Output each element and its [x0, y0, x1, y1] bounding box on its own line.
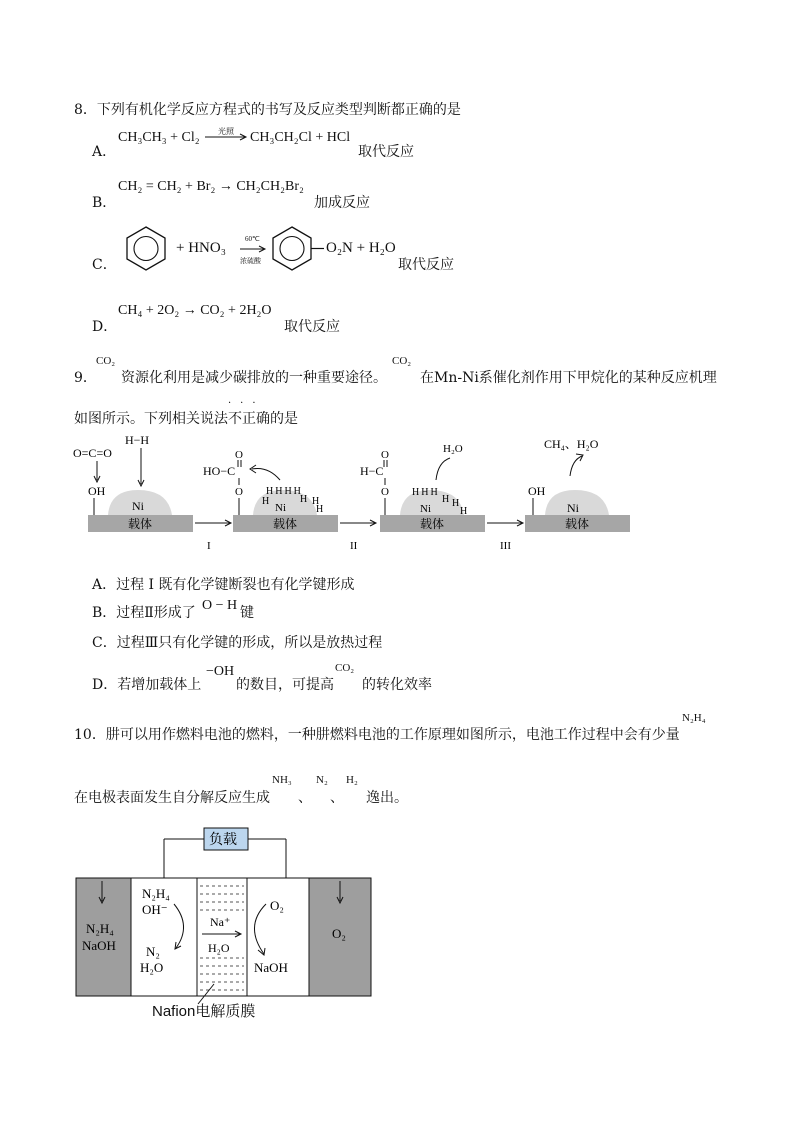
benzene-ring-icon — [124, 224, 168, 272]
svg-text:HHH: HHH — [412, 487, 440, 498]
q8-option-a-arrow — [205, 131, 249, 143]
q8-option-a-letter: A． — [92, 144, 117, 160]
step-label-2: II — [350, 540, 358, 552]
q8-option-b-type: 加成反应 — [314, 195, 370, 211]
membrane-caption: Nafion电解质膜 — [152, 1003, 256, 1020]
q10-n2: N₂ — [316, 774, 328, 786]
q8-option-d-equation: CH₄ + 2O₂ → CO₂ + 2H₂O — [118, 303, 272, 318]
q8-option-a-condition: 光照 — [218, 127, 234, 136]
step-label-1: I — [207, 540, 211, 552]
svg-text:Ni: Ni — [420, 503, 431, 515]
svg-text:N₂H₄: N₂H₄ — [142, 886, 170, 901]
q10-fuel-cell-diagram — [74, 826, 386, 1026]
q10-stem-b: 在电极表面发生自分解反应生成 — [74, 790, 270, 806]
q8-option-c-condition-bottom: 浓硫酸 — [240, 257, 261, 265]
svg-text:H: H — [316, 504, 324, 515]
q8-stem: 8．下列有机化学反应方程式的书写及反应类型判断都正确的是 — [74, 102, 461, 118]
step-label-3: III — [500, 540, 511, 552]
svg-text:OH: OH — [528, 484, 546, 498]
q9-co2-b: CO₂ — [392, 355, 412, 367]
q10-sep1: 、 — [298, 790, 312, 806]
svg-text:H: H — [460, 506, 468, 517]
load-label: 负载 — [209, 833, 237, 848]
q8-option-a-left: CH₃CH₃ + Cl₂ — [118, 130, 200, 145]
svg-text:O: O — [235, 486, 243, 498]
svg-text:NaOH: NaOH — [82, 938, 116, 953]
q9-option-b-c: 键 — [240, 605, 254, 621]
left-electrode — [76, 878, 131, 996]
svg-text:载体: 载体 — [420, 517, 445, 531]
q10-stem-a: 10．肼可以用作燃料电池的燃料，一种肼燃料电池的工作原理如图所示，电池工作过程中会有少量 — [74, 727, 680, 743]
nitrobenzene-ring-icon — [270, 224, 326, 272]
svg-text:载体: 载体 — [273, 517, 298, 531]
svg-text:Ni: Ni — [567, 501, 579, 515]
q9-option-d-a: D．若增加载体上 — [92, 677, 202, 693]
h2-molecule: H−H — [125, 433, 150, 447]
svg-text:H: H — [262, 496, 270, 507]
q9-stem-c: 如图所示。下列相关说法不正确的是 — [74, 411, 298, 427]
q9-option-d-e: 的转化效率 — [362, 677, 432, 693]
ni-label-1: Ni — [132, 499, 144, 513]
q9-option-d-co2: CO₂ — [335, 662, 355, 674]
q8-option-c-arrow — [240, 243, 268, 255]
nafion-membrane — [197, 878, 247, 996]
co2-molecule: O=C=O — [73, 446, 112, 460]
svg-text:O₂: O₂ — [332, 926, 346, 941]
q8-option-c-product: O₂N + H₂O — [326, 240, 396, 256]
q10-n2h4: N₂H₄ — [682, 712, 706, 724]
svg-text:H: H — [300, 494, 308, 505]
q9-stem-a: 资源化利用是减少碳排放的一种重要途径。 — [121, 370, 387, 386]
oh-group-1: OH — [88, 484, 106, 498]
svg-text:O: O — [381, 449, 389, 461]
q8-option-c-letter: C． — [92, 257, 117, 273]
q8-option-d-letter: D． — [92, 319, 118, 335]
svg-text:N₂: N₂ — [146, 944, 160, 959]
q9-number: 9． — [74, 370, 97, 386]
svg-text:载体: 载体 — [565, 517, 590, 531]
svg-text:Na⁺: Na⁺ — [210, 915, 231, 929]
q10-sep2: 、 — [330, 790, 344, 806]
svg-text:H₂O: H₂O — [208, 941, 230, 955]
svg-text:H−C: H−C — [360, 464, 384, 478]
q8-option-c-type: 取代反应 — [398, 257, 454, 273]
q8-option-c-reagent: + HNO₃ — [176, 240, 226, 256]
carrier-label-1: 载体 — [128, 517, 153, 531]
svg-text:OH⁻: OH⁻ — [142, 902, 168, 917]
svg-text:O₂: O₂ — [270, 898, 284, 913]
q10-stem-c: 逸出。 — [366, 790, 408, 806]
svg-text:H: H — [312, 496, 320, 507]
svg-text:H: H — [442, 494, 450, 505]
q9-mechanism-diagram — [70, 432, 640, 552]
q10-h2: H₂ — [346, 774, 358, 786]
svg-text:H₂O: H₂O — [140, 960, 164, 975]
svg-text:NaOH: NaOH — [254, 960, 288, 975]
q9-option-b-a: B．过程Ⅱ形成了 — [92, 605, 196, 621]
q9-option-a: A．过程 I 既有化学键断裂也有化学键形成 — [92, 577, 355, 593]
svg-text:HO−C: HO−C — [203, 464, 236, 478]
q8-option-b-equation: CH₂ = CH₂ + Br₂ → CH₂CH₂Br₂ — [118, 179, 304, 194]
q8-option-d-type: 取代反应 — [284, 319, 340, 335]
q9-co2-a: CO₂ — [96, 355, 116, 367]
q9-option-d-c: 的数目，可提高 — [236, 677, 334, 693]
q8-option-c-condition-top: 60℃ — [245, 235, 260, 243]
q8-option-a-type: 取代反应 — [358, 144, 414, 160]
svg-text:H₂O: H₂O — [443, 443, 463, 455]
svg-text:O: O — [381, 486, 389, 498]
svg-text:Ni: Ni — [275, 502, 286, 514]
svg-text:N₂H₄: N₂H₄ — [86, 921, 114, 936]
q8-option-b-letter: B． — [92, 195, 117, 211]
q8-option-a-right: CH₃CH₂Cl + HCl — [250, 130, 351, 145]
svg-text:O: O — [235, 449, 243, 461]
q9-option-c: C．过程Ⅲ只有化学键的形成，所以是放热过程 — [92, 635, 383, 651]
q9-option-d-oh: −OH — [206, 664, 235, 679]
q9-option-b-bond: O − H — [202, 598, 238, 613]
svg-text:HHHH: HHHH — [266, 486, 303, 497]
q10-nh3: NH₃ — [272, 774, 292, 786]
products-label: CH₄、H₂O — [544, 437, 599, 451]
q9-stem-b: 在Mn-Ni系催化剂作用下甲烷化的某种反应机理 — [420, 370, 717, 386]
emphasis-dots: ··· — [228, 398, 265, 409]
svg-text:H: H — [452, 498, 460, 509]
